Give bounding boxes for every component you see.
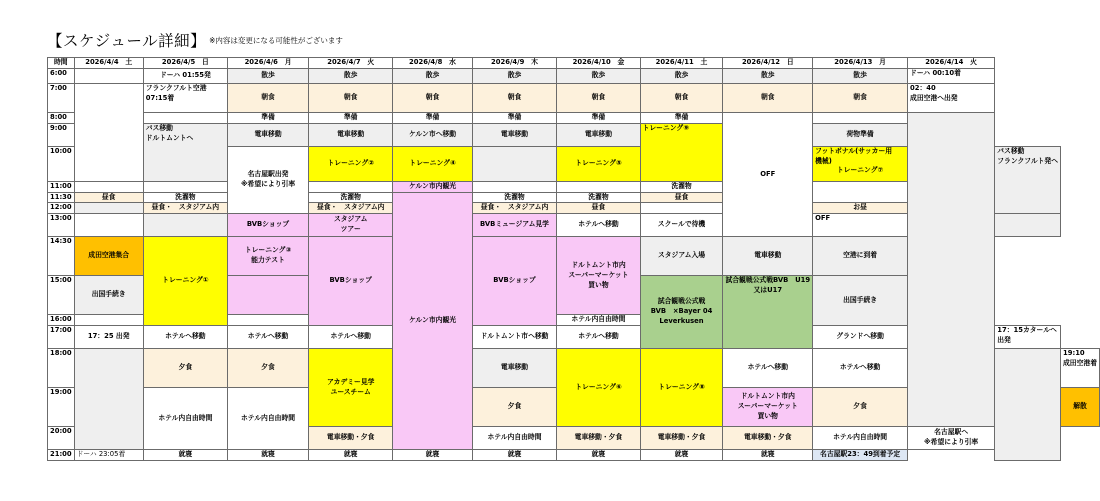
schedule-cell: 夕食 — [143, 349, 227, 388]
schedule-cell: 昼食 — [557, 203, 640, 214]
time-cell: 17:00 — [48, 326, 75, 349]
time-cell: 19:00 — [48, 388, 75, 427]
schedule-cell: 昼食 — [640, 192, 723, 203]
schedule-cell: ホテルへ移動 — [557, 326, 640, 349]
schedule-cell: ドーハ 01:55発 — [143, 68, 227, 83]
cell-line: 成田空港へ出発 — [910, 93, 958, 102]
time-cell: 10:00 — [48, 146, 75, 181]
schedule-cell: ドルトムント市へ移動 — [472, 326, 557, 349]
schedule-cell: 就寝 — [309, 450, 393, 461]
schedule-cell: 洗濯物 — [557, 192, 640, 203]
cell-line: 名古屋駅出発 — [247, 170, 289, 179]
schedule-cell: 名古屋駅23：49到着予定 — [813, 450, 908, 461]
schedule-cell: 電車移動 — [228, 123, 309, 146]
cell-line: 02：40 — [910, 83, 936, 92]
schedule-cell: 夕食 — [472, 388, 557, 427]
schedule-cell: 就寝 — [143, 450, 227, 461]
schedule-cell: 空港に到着 — [813, 237, 908, 276]
schedule-cell — [640, 276, 723, 349]
schedule-cell: ホテルへ移動 — [813, 349, 908, 388]
schedule-cell: 出国手続き — [74, 276, 143, 315]
schedule-cell: 就寝 — [393, 450, 472, 461]
cell-line: ツアー — [340, 225, 361, 234]
cell-line: フランクフルト発へ — [997, 156, 1059, 165]
schedule-cell: トレーニング① — [143, 237, 227, 326]
schedule-cell: 就寝 — [472, 450, 557, 461]
schedule-cell — [1061, 349, 1100, 388]
cell-line: スーパーマーケット — [737, 402, 798, 411]
schedule-cell — [143, 83, 227, 112]
schedule-cell: お昼 — [813, 203, 908, 214]
cell-line: 買い物 — [757, 411, 778, 420]
schedule-cell: ホテルへ移動 — [228, 326, 309, 349]
time-cell: 8:00 — [48, 112, 75, 123]
schedule-cell — [472, 146, 557, 181]
cell-line: 能力テスト — [251, 256, 285, 265]
row-0600 — [48, 68, 1100, 83]
schedule-cell: 荷物準備 — [813, 123, 908, 146]
header-row — [48, 58, 1100, 69]
time-cell: 11:00 — [48, 181, 75, 192]
schedule-cell — [995, 214, 1061, 237]
schedule-cell: 昼食・ スタジアム内 — [472, 203, 557, 214]
schedule-cell — [813, 146, 908, 181]
row-0800 — [48, 112, 1100, 123]
schedule-cell — [908, 83, 995, 112]
schedule-cell: 準備 — [309, 112, 393, 123]
time-cell: 18:00 — [48, 349, 75, 388]
schedule-cell — [557, 181, 640, 192]
schedule-cell: スタジアム入場 — [640, 237, 723, 276]
schedule-cell — [143, 112, 227, 123]
schedule-cell: トレーニング⑥ — [557, 349, 640, 427]
schedule-cell: 出国手続き — [813, 276, 908, 326]
header-day: 2026/4/9 木 — [472, 58, 557, 69]
schedule-cell: 昼食・ スタジアム内 — [309, 203, 393, 214]
cell-line: BVB ×Bayer 04 — [650, 307, 713, 316]
schedule-cell: 散歩 — [813, 68, 908, 83]
cell-line: ※希望により引率 — [924, 438, 979, 447]
schedule-cell: BVBショップ — [472, 237, 557, 326]
schedule-cell: 電車移動 — [472, 123, 557, 146]
cell-line: 又はU17 — [753, 286, 783, 295]
schedule-cell: グランドへ移動 — [813, 326, 908, 349]
time-cell: 20:00 — [48, 427, 75, 450]
schedule-cell: ホテルへ移動 — [557, 214, 640, 237]
cell-line: ドルトムント市内 — [571, 260, 626, 269]
schedule-cell: 電車移動・夕食 — [723, 427, 813, 450]
cell-line: アカデミー見学 — [326, 377, 375, 386]
schedule-cell: 散歩 — [309, 68, 393, 83]
cell-line: ドルトムント市内 — [740, 392, 795, 401]
header-day: 2026/4/11 土 — [640, 58, 723, 69]
schedule-cell: 準備 — [393, 112, 472, 123]
header-day: 2026/4/14 火 — [908, 58, 995, 69]
time-cell: 15:00 — [48, 276, 75, 315]
header-day: 2026/4/7 火 — [309, 58, 393, 69]
schedule-cell — [74, 214, 143, 237]
schedule-cell — [723, 276, 813, 349]
header-day: 2026/4/6 月 — [228, 58, 309, 69]
schedule-cell: トレーニング④ — [393, 146, 472, 181]
time-cell: 12:00 — [48, 203, 75, 214]
schedule-cell — [557, 237, 640, 315]
schedule-cell — [995, 146, 1061, 214]
schedule-cell: 朝食 — [557, 83, 640, 112]
schedule-cell — [143, 214, 227, 237]
schedule-cell — [74, 68, 143, 83]
schedule-cell — [143, 181, 227, 192]
header-time: 時間 — [48, 58, 75, 69]
schedule-cell — [309, 349, 393, 427]
schedule-cell: 散歩 — [557, 68, 640, 83]
schedule-cell: 電車移動・夕食 — [557, 427, 640, 450]
schedule-cell: ホテル内自由時間 — [813, 427, 908, 450]
schedule-cell: 朝食 — [309, 83, 393, 112]
page-title — [47, 29, 343, 51]
cell-line: Leverkusen — [659, 317, 704, 326]
schedule-cell: ホテルへ移動 — [723, 349, 813, 388]
schedule-cell: 洗濯物 — [309, 192, 393, 203]
schedule-cell: 成田空港集合 — [74, 237, 143, 276]
schedule-cell — [228, 237, 309, 276]
cell-line: 機械) — [815, 156, 832, 165]
cell-line: 19:10 — [1063, 349, 1085, 358]
schedule-cell — [309, 181, 393, 192]
schedule-cell: BVBショップ — [309, 237, 393, 326]
row-0700 — [48, 83, 1100, 112]
schedule-cell: 準備 — [640, 112, 723, 123]
schedule-cell: 散歩 — [640, 68, 723, 83]
schedule-cell: 朝食 — [393, 83, 472, 112]
schedule-cell — [640, 203, 723, 214]
schedule-cell — [908, 427, 995, 450]
schedule-cell: 電車移動 — [557, 123, 640, 146]
time-cell: 14:30 — [48, 237, 75, 276]
schedule-cell: 電車移動 — [723, 237, 813, 276]
schedule-cell: 朝食 — [472, 83, 557, 112]
schedule-cell: 散歩 — [228, 68, 309, 83]
schedule-cell: ケルン市内観光 — [393, 181, 472, 192]
schedule-cell: 就寝 — [557, 450, 640, 461]
schedule-cell: 就寝 — [640, 450, 723, 461]
schedule-cell: 準備 — [228, 112, 309, 123]
schedule-cell — [995, 349, 1061, 461]
schedule-cell — [228, 315, 309, 326]
schedule-cell: ケルン市へ移動 — [393, 123, 472, 146]
schedule-cell: ホテルへ移動 — [309, 326, 393, 349]
schedule-cell: スクールで待機 — [640, 214, 723, 237]
schedule-cell: トレーニング② — [309, 146, 393, 181]
schedule-cell: 解散 — [1061, 388, 1100, 427]
header-day: 2026/4/5 日 — [143, 58, 227, 69]
cell-line: 名古屋駅へ — [934, 428, 969, 437]
header-day: 2026/4/13 月 — [813, 58, 908, 69]
schedule-cell — [723, 388, 813, 427]
cell-line: 出発 — [997, 335, 1011, 344]
time-cell: 7:00 — [48, 83, 75, 112]
cell-line: バス移動 — [997, 146, 1025, 155]
title-text: 【スケジュール詳細】 — [47, 32, 207, 50]
schedule-table — [47, 57, 1100, 461]
cell-line: フットボナル(サッカー用 — [815, 146, 893, 155]
cell-line: バス移動 — [145, 123, 173, 132]
schedule-cell: 洗濯物 — [640, 181, 723, 192]
schedule-cell — [74, 83, 143, 181]
schedule-cell — [74, 203, 143, 214]
schedule-cell: 洗濯物 — [472, 192, 557, 203]
schedule-cell: BVBショップ — [228, 214, 309, 237]
row-2100 — [48, 450, 1100, 461]
schedule-cell: ドーハ 00:10着 — [908, 68, 995, 83]
schedule-cell — [472, 181, 557, 192]
schedule-cell: 就寝 — [723, 450, 813, 461]
header-day: 2026/4/12 日 — [723, 58, 813, 69]
cell-line: 試合観戦公式戦BVB U19 — [725, 276, 811, 285]
schedule-cell: 準備 — [472, 112, 557, 123]
change-note: ※内容は変更になる可能性がございます — [209, 35, 343, 45]
schedule-cell — [74, 349, 143, 450]
schedule-cell: BVBミュージアム見学 — [472, 214, 557, 237]
schedule-cell — [309, 214, 393, 237]
time-cell: 6:00 — [48, 68, 75, 83]
schedule-cell: 散歩 — [723, 68, 813, 83]
cell-line: 17：15カタールへ — [997, 326, 1057, 335]
schedule-cell — [908, 112, 995, 426]
schedule-cell: ホテル内自由時間 — [228, 388, 309, 450]
cell-line: スタジアム — [333, 215, 368, 224]
schedule-cell: 夕食 — [813, 388, 908, 427]
cell-line: ドルトムントへ — [145, 133, 194, 142]
header-day: 2026/4/10 金 — [557, 58, 640, 69]
schedule-cell — [228, 276, 309, 315]
cell-line: 07:15着 — [145, 93, 175, 102]
schedule-cell: 17：25 出発 — [74, 326, 143, 349]
schedule-cell: 電車移動 — [309, 123, 393, 146]
schedule-cell: 昼食・ スタジアム内 — [143, 203, 227, 214]
header-day: 2026/4/8 水 — [393, 58, 472, 69]
cell-line: トレーニング⑦ — [836, 166, 884, 175]
schedule-cell: ホテル内自由時間 — [143, 388, 227, 450]
schedule-cell: トレーニング⑧ — [640, 349, 723, 427]
schedule-cell: 朝食 — [723, 83, 813, 112]
schedule-cell — [74, 181, 143, 192]
schedule-cell: 電車移動・夕食 — [640, 427, 723, 450]
schedule-cell — [228, 146, 309, 214]
cell-line: 買い物 — [588, 280, 609, 289]
schedule-cell — [143, 123, 227, 181]
schedule-cell: 電車移動 — [472, 349, 557, 388]
schedule-cell: 散歩 — [393, 68, 472, 83]
schedule-cell: 昼食 — [74, 192, 143, 203]
schedule-cell: ホテルへ移動 — [143, 326, 227, 349]
time-cell: 11:30 — [48, 192, 75, 203]
schedule-cell: ケルン市内観光 — [393, 192, 472, 450]
schedule-cell: 就寝 — [228, 450, 309, 461]
schedule-cell: 朝食 — [228, 83, 309, 112]
schedule-cell: トレーニング⑤ — [557, 146, 640, 181]
cell-line: 試合観戦公式戦 — [657, 297, 706, 306]
schedule-cell — [74, 315, 143, 326]
schedule-cell: 洗濯物 — [143, 192, 227, 203]
cell-line: 成田空港着 — [1063, 358, 1097, 367]
time-cell: 16:00 — [48, 315, 75, 326]
time-cell: 9:00 — [48, 123, 75, 146]
schedule-cell: OFF — [723, 112, 813, 236]
schedule-cell: 朝食 — [813, 83, 908, 112]
schedule-cell: 朝食 — [640, 83, 723, 112]
schedule-cell: ドーハ 23:05着 — [74, 450, 143, 461]
time-cell: 13:00 — [48, 214, 75, 237]
time-cell: 21:00 — [48, 450, 75, 461]
cell-line: スーパーマーケット — [568, 270, 629, 279]
schedule-cell — [995, 326, 1061, 349]
schedule-cell: OFF — [813, 214, 908, 237]
cell-line: トレーニング③ — [244, 246, 292, 255]
header-day: 2026/4/4 土 — [74, 58, 143, 69]
cell-line: ユースチーム — [330, 387, 371, 396]
schedule-cell: 準備 — [557, 112, 640, 123]
cell-line: フランクフルト空港 — [145, 83, 207, 92]
schedule-cell: ホテル内自由時間 — [472, 427, 557, 450]
schedule-cell — [813, 112, 908, 123]
cell-line: ※希望により引率 — [240, 179, 296, 188]
schedule-cell: 電車移動・夕食 — [309, 427, 393, 450]
schedule-cell: トレーニング⑨ — [640, 123, 723, 181]
schedule-cell: 夕食 — [228, 349, 309, 388]
schedule-cell: ホテル内自由時間 — [557, 315, 640, 326]
schedule-cell: 散歩 — [472, 68, 557, 83]
